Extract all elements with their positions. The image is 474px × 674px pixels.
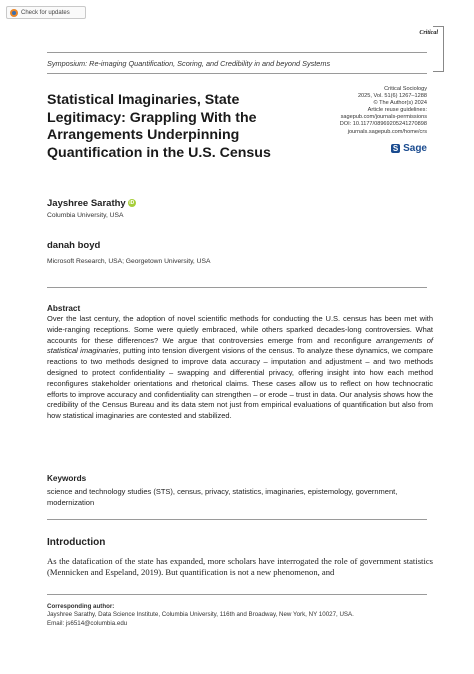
publisher-name: Sage (403, 143, 427, 154)
footnote-rule (47, 594, 427, 595)
article-meta (297, 86, 427, 136)
abstract-rule (47, 287, 427, 288)
journal-logo: Critical (419, 30, 438, 36)
meta-home-link[interactable]: journals.sagepub.com/home/crs (347, 128, 427, 135)
author-name: Jayshree Sarathy iD (47, 198, 135, 209)
author-name: danah boyd (47, 240, 101, 251)
corresponding-author-email[interactable]: Email: js6514@columbia.edu (47, 619, 128, 627)
keywords-heading: Keywords (47, 474, 87, 483)
keywords-rule (47, 519, 427, 520)
corresponding-author (47, 603, 433, 628)
meta-volume: 2025, Vol. 51(6) 1267–1288 (357, 93, 427, 100)
meta-permissions-link[interactable]: sagepub.com/journals-permissions (340, 114, 427, 121)
corresponding-author-address: Jayshree Sarathy, Data Science Institute, Columbia University, 116th and Broadway, New York, NY 10027, USA. (47, 611, 354, 619)
meta-reuse: Article reuse guidelines: (367, 107, 427, 114)
publisher-logo (391, 143, 427, 154)
introduction-text: As the datafication of the state has expanded, more scholars have interrogated the role of government statistics (Mennicken and Espeland, 2019). But quantification is not a new phenomenon, and (47, 556, 433, 578)
meta-copyright: © The Author(s) 2024 (373, 100, 427, 107)
author-affiliation: Columbia University, USA (47, 212, 124, 219)
symposium-line: Symposium: Re-imaging Quantification, Scoring, and Credibility in and beyond Systems (47, 59, 331, 68)
author-affiliation: Microsoft Research, USA; Georgetown University, USA (47, 258, 211, 265)
sage-icon: S (392, 144, 399, 153)
top-rule (47, 52, 427, 53)
crossmark-icon (10, 9, 18, 17)
check-for-updates-label: Check for updates (21, 9, 70, 16)
check-for-updates-badge[interactable] (6, 6, 86, 19)
symposium-rule (47, 73, 427, 74)
article-title: Statistical Imaginaries, State Legitimacy: Grappling With the Arrangements Underpinning Quantification in the U.S. Census (47, 92, 271, 161)
abstract-heading: Abstract (47, 304, 81, 313)
meta-doi[interactable]: DOI: 10.1177/08969205241270898 (339, 121, 427, 128)
orcid-icon[interactable]: iD (129, 200, 135, 207)
corresponding-author-label: Corresponding author: (47, 603, 115, 610)
meta-journal: Critical Sociology (384, 86, 427, 92)
introduction-heading: Introduction (47, 537, 106, 548)
keywords-text: science and technology studies (STS), census, privacy, statistics, imaginaries, epistemology, government, modernization (47, 487, 398, 507)
abstract-text: Over the last century, the adoption of novel scientific methods for conducting the U.S. census has been met with wide-ranging receptions. Some were quietly embraced, while others sparked decades-long controversies. What accounts for these differences? We argue that controversies emerge from and reconfigure arrangements of statistical imaginaries, putting into tension divergent visions of the census. To analyze these dynamics, we compare reactions to two methods designed to improve data accuracy – imputation and adjustment – and two methods designed to protect confidentiality – swapping and differential privacy, offering insight into how each method reconfigures stakeholder orientations and rhetorical claims. These cases allow us to reflect on how technocratic efforts to improve accuracy and confidentiality can strengthen – or erode – trust in data. Our analysis shows how the credibility of the Census Bureau and its data stem not just from empirical evaluations of quantification but also from how statistical imaginaries are contested and stabilized. (47, 314, 434, 421)
